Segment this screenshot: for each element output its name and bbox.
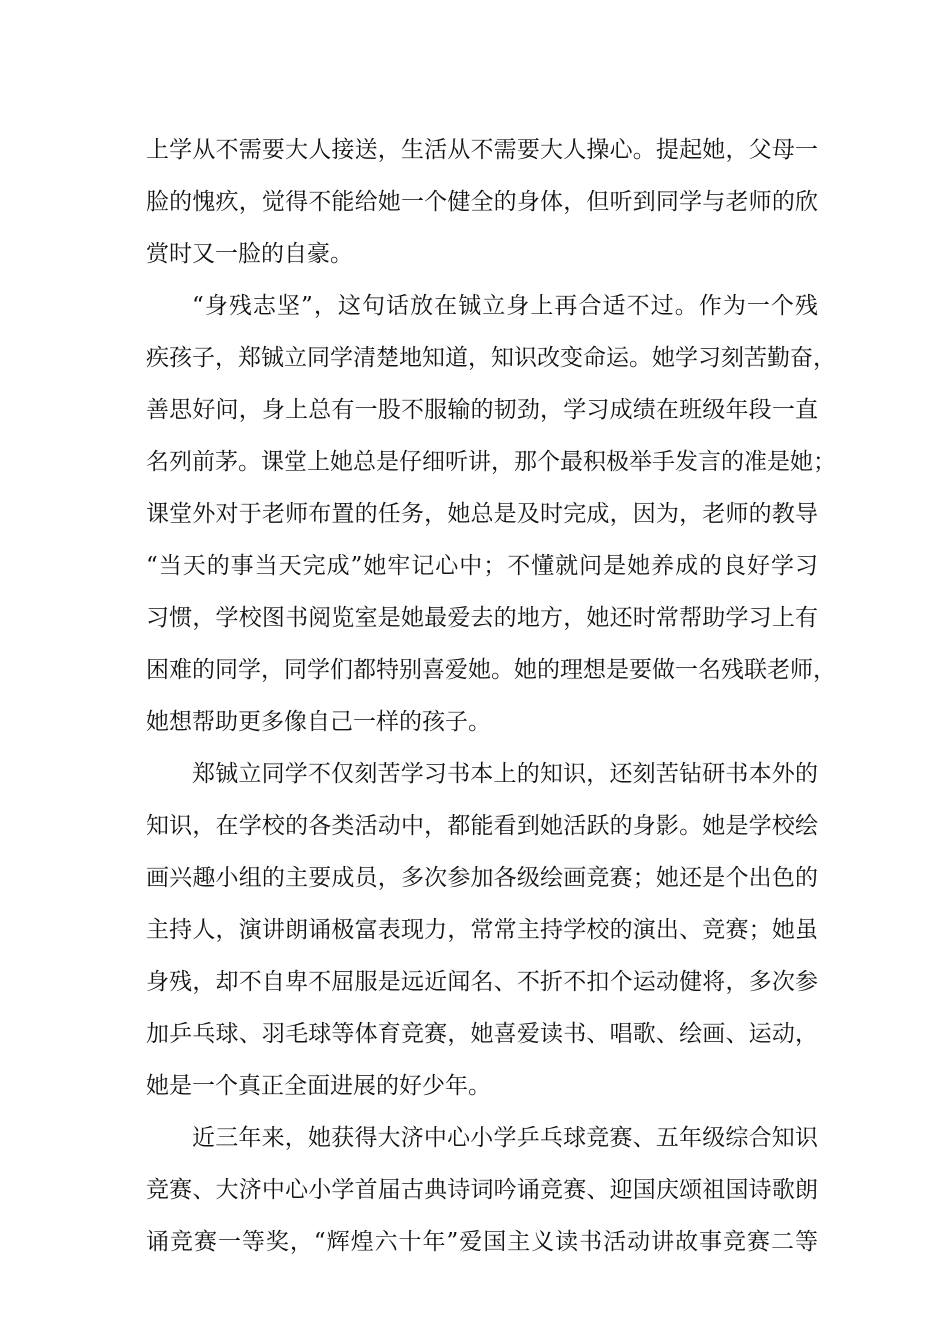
- text-line: 善思好问，身上总有一股不服输的韧劲，学习成绩在班级年段一直: [146, 397, 818, 423]
- text-line: 课堂外对于老师布置的任务，她总是及时完成，因为，老师的教导: [146, 501, 818, 527]
- text-line: 身残，却不自卑不屈服是远近闻名、不折不扣个运动健将，多次参: [146, 969, 818, 995]
- text-line: 上学从不需要大人接送，生活从不需要大人操心。提起她，父母一: [146, 137, 818, 163]
- text-line: 竞赛、大济中心小学首届古典诗词吟诵竞赛、迎国庆颂祖国诗歌朗: [146, 1177, 818, 1203]
- text-line: 赏时又一脸的自豪。: [146, 241, 353, 267]
- text-line: 她是一个真正全面进展的好少年。: [146, 1073, 491, 1099]
- paragraph-first-line: “身残志坚”，这句话放在铖立身上再合适不过。作为一个残: [192, 293, 818, 319]
- text-line: 主持人，演讲朗诵极富表现力，常常主持学校的演出、竞赛；她虽: [146, 917, 818, 943]
- text-line: 加乒乓球、羽毛球等体育竞赛，她喜爱读书、唱歌、绘画、运动，: [146, 1021, 818, 1047]
- text-line: 名列前茅。课堂上她总是仔细听讲，那个最积极举手发言的准是她；: [146, 449, 836, 475]
- text-line: 画兴趣小组的主要成员，多次参加各级绘画竞赛；她还是个出色的: [146, 865, 818, 891]
- text-line: “当天的事当天完成”她牢记心中；不懂就问是她养成的良好学习: [146, 553, 818, 579]
- text-line: 诵竞赛一等奖，“辉煌六十年”爱国主义读书活动讲故事竞赛二等: [146, 1229, 818, 1255]
- text-line: 习惯，学校图书阅览室是她最爱去的地方，她还时常帮助学习上有: [146, 605, 818, 631]
- body-text: [146, 124, 836, 1268]
- text-line: 脸的愧疚，觉得不能给她一个健全的身体，但听到同学与老师的欣: [146, 189, 818, 215]
- text-line: 困难的同学，同学们都特别喜爱她。她的理想是要做一名残联老师，: [146, 657, 836, 683]
- paragraph-first-line: 近三年来，她获得大济中心小学乒乓球竞赛、五年级综合知识: [192, 1125, 818, 1151]
- text-line: 知识，在学校的各类活动中，都能看到她活跃的身影。她是学校绘: [146, 813, 818, 839]
- paragraph-first-line: 郑铖立同学不仅刻苦学习书本上的知识，还刻苦钻研书本外的: [192, 761, 818, 787]
- text-line: 她想帮助更多像自己一样的孩子。: [146, 709, 491, 735]
- text-line: 疾孩子，郑铖立同学清楚地知道，知识改变命运。她学习刻苦勤奋，: [146, 345, 836, 371]
